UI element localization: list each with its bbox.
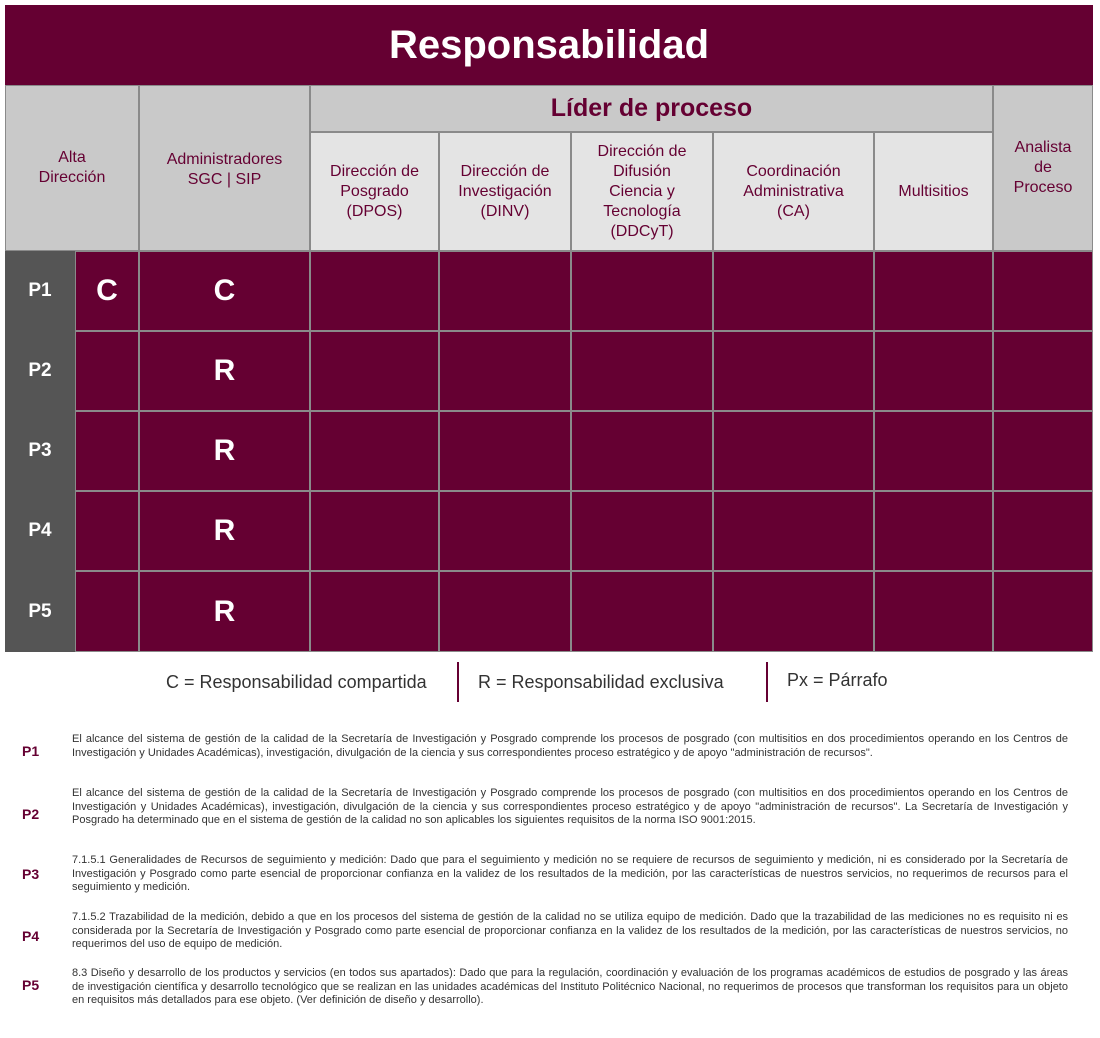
matrix-cell (571, 571, 713, 652)
matrix-cell (439, 571, 571, 652)
header-ca: Coordinación Administrativa (CA) (713, 132, 874, 251)
cell-alta-direccion (75, 331, 139, 411)
page-title: Responsabilidad (5, 5, 1093, 85)
matrix-cell (571, 331, 713, 411)
legend-separator (457, 662, 459, 702)
matrix-cell (874, 251, 993, 331)
matrix-cell (713, 491, 874, 571)
legend-compartida: C = Responsabilidad compartida (166, 672, 427, 692)
matrix-cell (874, 491, 993, 571)
matrix-cell (310, 331, 439, 411)
cell-alta-direccion: C (75, 251, 139, 331)
header-alta-direccion: Alta Dirección (5, 85, 139, 251)
matrix-cell (571, 411, 713, 491)
cell-alta-direccion (75, 571, 139, 652)
header-dpos: Dirección de Posgrado (DPOS) (310, 132, 439, 251)
legend-separator (766, 662, 768, 702)
matrix-cell (993, 251, 1093, 331)
legend-exclusiva: R = Responsabilidad exclusiva (478, 672, 724, 692)
note-label: P1 (22, 743, 40, 759)
matrix-cell (713, 331, 874, 411)
cell-alta-direccion (75, 491, 139, 571)
matrix-cell (310, 571, 439, 652)
row-label: P5 (5, 571, 75, 652)
matrix-cell (993, 571, 1093, 652)
matrix-cell (439, 251, 571, 331)
matrix-cell (993, 411, 1093, 491)
note-text: 7.1.5.1 Generalidades de Recursos de seguimiento y medición: Dado que para el seguimiento y medición no se requiere de recursos de seguimiento y medición, ni es considerado por la Secretaría de Investigación y Posgrado como parte esencial de proporcionar confianza en la validez de los resultados de la medición, por las características de nuestros servicios, no requerimos de recursos para el seguimiento y medición. (72, 854, 1068, 893)
row-label: P2 (5, 331, 75, 411)
matrix-cell (310, 411, 439, 491)
header-lider-proceso: Líder de proceso (310, 85, 993, 132)
matrix-cell (713, 571, 874, 652)
row-label: P4 (5, 491, 75, 571)
matrix-cell (874, 571, 993, 652)
matrix-cell (310, 491, 439, 571)
note-text: El alcance del sistema de gestión de la calidad de la Secretaría de Investigación y Posgrado comprende los procesos de posgrado (con multisitios en dos procedimientos operando en los Centros de Investigación y Unidades Académicas), investigación, divulgación de la ciencia y sus correspondientes proceso estratégico y de apoyo "administración de recursos". La Secretaría de Investigación y Posgrado ha determinado que en el sistema de gestión de la calidad no son aplicables los siguientes requisitos de la norma ISO 9001:2015. (72, 787, 1068, 826)
matrix-cell (874, 331, 993, 411)
matrix-cell (571, 251, 713, 331)
cell-administradores: R (139, 411, 310, 491)
note-text: 7.1.5.2 Trazabilidad de la medición, debido a que en los procesos del sistema de gestión de la calidad no se utiliza equipo de medición. Dado que la trazabilidad de las mediciones no es requisito ni es considerada por la Secretaría de Investigación y Posgrado como parte esencial de proporcionar confianza en la validez de los resultados de la medición, por las características de nuestros servicios, no requerimos del uso de equipo de medición. (72, 911, 1068, 950)
matrix-cell (713, 251, 874, 331)
cell-administradores: R (139, 491, 310, 571)
note-label: P3 (22, 866, 40, 882)
legend-parrafo: Px = Párrafo (787, 670, 888, 690)
note-label: P2 (22, 806, 40, 822)
header-ddcyt: Dirección de Difusión Ciencia y Tecnología (DDCyT) (571, 132, 713, 251)
matrix-cell (439, 331, 571, 411)
matrix-cell (713, 411, 874, 491)
cell-administradores: C (139, 251, 310, 331)
cell-administradores: R (139, 331, 310, 411)
note-label: P4 (22, 928, 40, 944)
matrix-cell (874, 411, 993, 491)
note-label: P5 (22, 977, 40, 993)
header-administradores: Administradores SGC | SIP (139, 85, 310, 251)
matrix-cell (993, 331, 1093, 411)
matrix-cell (571, 491, 713, 571)
cell-alta-direccion (75, 411, 139, 491)
row-label: P1 (5, 251, 75, 331)
header-analista: Analista de Proceso (993, 85, 1093, 251)
header-dinv: Dirección de Investigación (DINV) (439, 132, 571, 251)
matrix-cell (993, 491, 1093, 571)
matrix-cell (439, 491, 571, 571)
matrix-cell (310, 251, 439, 331)
header-multisitios: Multisitios (874, 132, 993, 251)
note-text: El alcance del sistema de gestión de la calidad de la Secretaría de Investigación y Posgrado comprende los procesos de posgrado (con multisitios en dos procedimientos operando en los Centros de Investigación y Unidades Académicas), investigación, divulgación de la ciencia y sus correspondientes proceso estratégico y de apoyo "administración de recursos". (72, 733, 1068, 759)
cell-administradores: R (139, 571, 310, 652)
matrix-cell (439, 411, 571, 491)
row-label: P3 (5, 411, 75, 491)
note-text: 8.3 Diseño y desarrollo de los productos y servicios (en todos sus apartados): Dado que para la regulación, coordinación y evaluación de los programas académicos de estudios de posgrado y las áreas de investigación científica y desarrollo tecnológico que se realizan en las unidades académicas del Instituto Politécnico Nacional, no requerimos de procesos que transforman los requisitos para un objeto en requisitos más detallados para ese objeto. (Ver definición de diseño y desarrollo). (72, 967, 1068, 1006)
